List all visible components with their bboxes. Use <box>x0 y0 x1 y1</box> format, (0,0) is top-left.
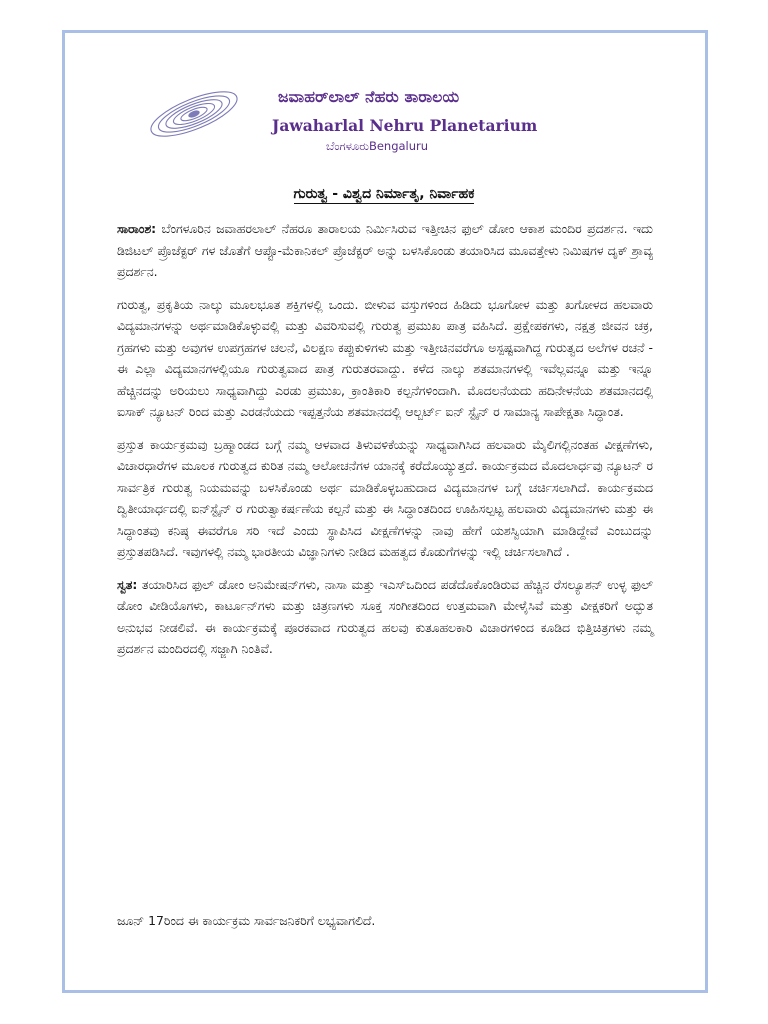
document-title-text: ಗುರುತ್ವ - ವಿಶ್ವದ ನಿರ್ಮಾತೃ, ನಿರ್ವಾಹಕ <box>293 186 475 202</box>
paragraph-gravity: ಗುರುತ್ವ, ಪ್ರಕೃತಿಯ ನಾಲ್ಕು ಮೂಲಭೂತ ಶಕ್ತಿಗಳಲ್ಲಿ ಒಂದು. ಬೀಳುವ ವಸ್ತುಗಳಿಂದ ಹಿಡಿದು ಭೂಗೋಳ ಮತ್ತು ಖಗೋಳದ ಹಲವಾರು ವಿದ್ಯಮಾನಗಳನ್ನು ಅರ್ಥಮಾಡಿಕೊಳ್ಳುವಲ್ಲಿ ಮತ್ತು ವಿವರಿಸುವಲ್ಲಿ ಗುರುತ್ವ ಪ್ರಮುಖ ಪಾತ್ರ ವಹಿಸಿದೆ. ಪ್ರಕ್ಷೇಪಕಗಳು, ನಕ್ಷತ್ರ ಜೀವನ ಚಕ್ರ, ಗ್ರಹಗಳು ಮತ್ತು ಅವುಗಳ ಉಪಗ್ರಹಗಳ ಚಲನೆ, ವಿಲಕ್ಷಣ ಕಪ್ಪುಕುಳಿಗಳು ಮತ್ತು ಇತ್ತೀಚಿನವರೆಗೂ ಅಸ್ಪಷ್ಟವಾಗಿದ್ದ ಗುರುತ್ವದ ಅಲೆಗಳ ರಚನೆ - ಈ ಎಲ್ಲಾ ವಿದ್ಯಮಾನಗಳಲ್ಲಿಯೂ ಗುರುತ್ವವಾದ ಪಾತ್ರ ಗುರುತರವಾದ್ದು. ಕಳೆದ ನಾಲ್ಕು ಶತಮಾನಗಳಲ್ಲಿ ಇವೆಲ್ಲವನ್ನೂ ಮತ್ತು ಇನ್ನೂ ಹೆಚ್ಚಿನದನ್ನು ಅರಿಯಲು ಸಾಧ್ಯವಾಗಿದ್ದು ಎರಡು ಪ್ರಮುಖ, ಕ್ರಾಂತಿಕಾರಿ ಕಲ್ಪನೆಗಳಿಂದಾಗಿ. ಮೊದಲನೆಯದು ಹದಿನೇಳನೆಯ ಶತಮಾನದಲ್ಲಿ ಐಸಾಕ್ ನ್ಯೂಟನ್ ರಿಂದ ಮತ್ತು ಎರಡನೆಯದು ಇಪ್ಪತ್ತನೆಯ ಶತಮಾನದಲ್ಲಿ ಆಲ್ಬರ್ಟ್ ಐನ್ ಸ್ಟೈನ್ ರ ಸಾಮಾನ್ಯ ಸಾಪೇಕ್ಷತಾ ಸಿದ್ಧಾಂತ. <box>117 296 653 419</box>
planetarium-city: ಬೆಂಗಳೂರುBengaluru <box>326 139 429 153</box>
planetarium-name-kannada: ಜವಾಹರ್‌ಲಾಲ್ ನೆಹರು ತಾರಾಲಯ <box>278 88 460 106</box>
planetarium-name-english: Jawaharlal Nehru Planetarium <box>272 116 538 135</box>
planetarium-logo-icon <box>138 80 246 150</box>
paragraph-production <box>117 574 653 660</box>
paragraph-summary <box>117 218 653 283</box>
document-body <box>117 218 653 671</box>
summary-lead: ಸಾರಾಂಶ: <box>117 221 157 236</box>
paragraph-program: ಪ್ರಸ್ತುತ ಕಾರ್ಯಕ್ರಮವು ಬ್ರಹ್ಮಾಂಡದ ಬಗ್ಗೆ ನಮ್ಮ ಆಳವಾದ ತಿಳುವಳಿಕೆಯನ್ನು ಸಾಧ್ಯವಾಗಿಸಿದ ಹಲವಾರು ಮೈಲಿಗಲ್ಲಿನಂತಹ ವೀಕ್ಷಣೆಗಳು, ವಿಚಾರಧಾರೆಗಳ ಮೂಲಕ ಗುರುತ್ವದ ಕುರಿತ ನಮ್ಮ ಆಲೋಚನೆಗಳ ಯಾನಕ್ಕೆ ಕರೆದೊಯ್ಯುತ್ತದೆ. ಕಾರ್ಯಕ್ರಮದ ಮೊದಲಾರ್ಧವು ನ್ಯೂಟನ್ ರ ಸಾರ್ವತ್ರಿಕ ಗುರುತ್ವ ನಿಯಮವನ್ನು ಬಳಸಿಕೊಂಡು ಅರ್ಥ ಮಾಡಿಕೊಳ್ಳಬಹುದಾದ ವಿದ್ಯಮಾನಗಳ ಬಗ್ಗೆ ಚರ್ಚಿಸಲಾಗಿದೆ. ಕಾರ್ಯಕ್ರಮದ ದ್ವಿತೀಯಾರ್ಧದಲ್ಲಿ ಐನ್‌ಸ್ಟೈನ್ ರ ಗುರುತ್ವಾಕರ್ಷಣೆಯ ಕಲ್ಪನೆ ಮತ್ತು ಈ ಸಿದ್ಧಾಂತದಿಂದ ಊಹಿಸಲ್ಪಟ್ಟ ಹಲವಾರು ವಿದ್ಯಮಾನಗಳು ಮತ್ತು ಈ ಸಿದ್ಧಾಂತವು ಕನಿಷ್ಠ ಈವರೆಗೂ ಸರಿ ಇದೆ ಎಂದು ಸ್ಥಾಪಿಸಿದ ವೀಕ್ಷಣೆಗಳನ್ನು ನಾವು ಹೇಗೆ ಯಶಸ್ವಿಯಾಗಿ ಮಾಡಿದ್ದೇವೆ ಎಂಬುದನ್ನು ಪ್ರಸ್ತುತಪಡಿಸಿದೆ. ಇವುಗಳಲ್ಲಿ ನಮ್ಮ ಭಾರತೀಯ ವಿಜ್ಞಾನಿಗಳು ನೀಡಿದ ಮಹತ್ವದ ಕೊಡುಗೆಗಳನ್ನು ಇಲ್ಲಿ ಚರ್ಚಿಸಲಾಗಿದೆ . <box>117 436 653 559</box>
production-lead: ಸ್ವತ: <box>117 576 138 592</box>
document-title <box>0 186 768 202</box>
production-text: ತಯಾರಿಸಿದ ಫುಲ್ ಡೋಂ ಅನಿಮೇಷನ್‌ಗಳು, ನಾಸಾ ಮತ್ತು ಇಎಸ್ಒದಿಂದ ಪಡೆದೊಕೊಂಡಿರುವ ಹೆಚ್ಚಿನ ರೆಸಲ್ಯೂಶನ್ ಉಳ್ಳ ಫುಲ್ ಡೋಂ ವೀಡಿಯೊಗಳು, ಕಾರ್ಟೂನ್‌ಗಳು ಮತ್ತು ಚಿತ್ರಣಗಳು ಸೂಕ್ತ ಸಂಗೀತದಿಂದ ಉತ್ತಮವಾಗಿ ಮೇಳೈಸಿವೆ ಮತ್ತು ವೀಕ್ಷಕರಿಗೆ ಅದ್ಭುತ ಅನುಭವ ನೀಡಲಿವೆ. ಈ ಕಾರ್ಯಕ್ರಮಕ್ಕೆ ಪೂರಕವಾದ ಗುರುತ್ವದ ಹಲವು ಕುತೂಹಲಕಾರಿ ವಿಚಾರಗಳಿಂದ ಕೂಡಿದ ಭಿತ್ತಿಚಿತ್ರಗಳು ನಮ್ಮ ಪ್ರದರ್ಶನ ಮಂದಿರದಲ್ಲಿ ಸಜ್ಜಾಗಿ ನಿಂತಿವೆ. <box>117 576 653 656</box>
availability-note: ಜೂನ್ 17ರಿಂದ ಈ ಕಾರ್ಯಕ್ರಮ ಸಾರ್ವಜನಿಕರಿಗೆ ಲಭ್ಯವಾಗಲಿದೆ. <box>117 913 376 928</box>
summary-text: ಬೆಂಗಳೂರಿನ ಜವಾಹರಲಾಲ್ ನೆಹರೂ ತಾರಾಲಯ ನಿರ್ಮಿಸಿರುವ ಇತ್ತೀಚಿನ ಫುಲ್ ಡೋಂ ಆಕಾಶ ಮಂದಿರ ಪ್ರದರ್ಶನ. ಇದು ಡಿಜಿಟಲ್ ಪ್ರೊಜೆಕ್ಟರ್ ಗಳ ಜೊತೆಗೆ ಆಪ್ಟೊ-ಮೆಕಾನಿಕಲ್ ಪ್ರೊಜೆಕ್ಟರ್ ಅನ್ನು ಬಳಸಿಕೊಂಡು ತಯಾರಿಸಿದ ಮೂವತ್ತೇಳು ನಿಮಿಷಗಳ ದೃಕ್ ಶ್ರಾವ್ಯ ಪ್ರದರ್ಶನ. <box>117 221 653 279</box>
